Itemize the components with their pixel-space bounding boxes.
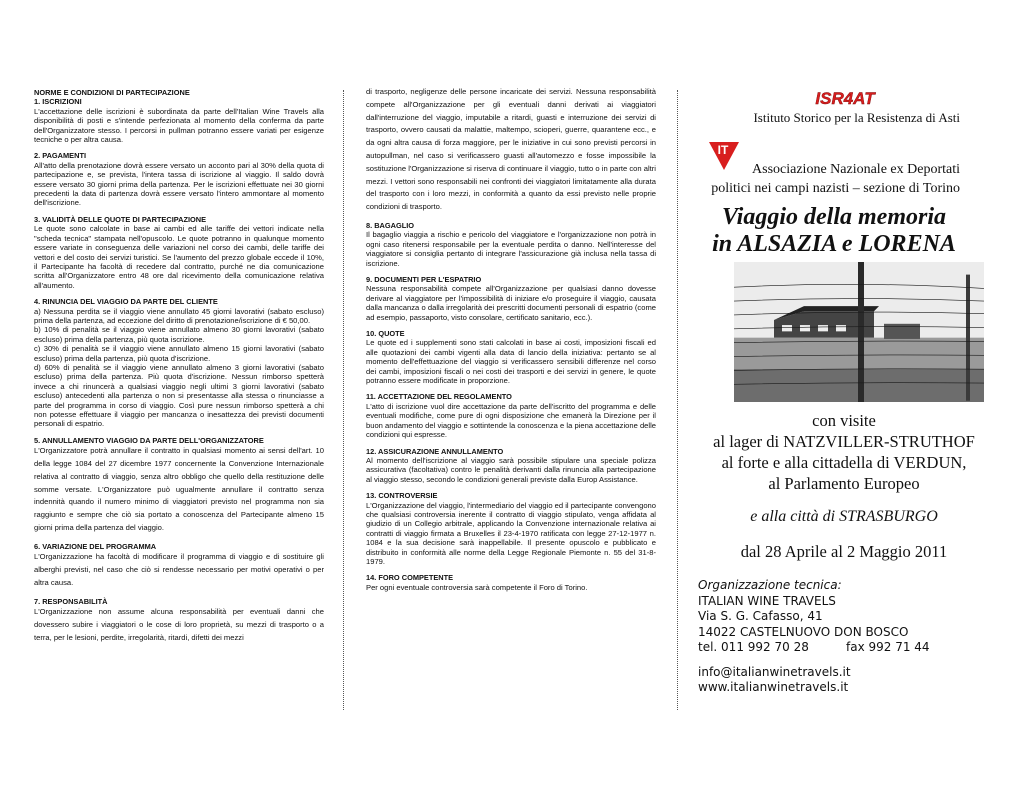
conditions-heading: NORME E CONDIZIONI DI PARTECIPAZIONE	[34, 88, 190, 97]
section-text: L'atto di iscrizione vuol dire accettazione da parte dell'iscritto del programma e delle eventuali modifiche, come pure di ogni disposizione che emanerà la Direzione per il buon andamento del viaggio e sottintende la conoscenza e la piena accettazione delle condizioni qui espresse.	[366, 401, 656, 440]
section-text: L'Organizzazione ha facoltà di modificare il programma di viaggio e di sostituire gli alberghi previsti, nel caso che ciò si rendesse necessario per motivi operativi o per altra causa.	[34, 552, 324, 587]
section-text: L'Organizzazione del viaggio, l'intermediario del viaggio ed il partecipante convengono che qualsiasi controversia inerente il contratto di viaggio stipulato, venga affidata al giudizio di un Collegio arbitrale, applicando la Convenzione internazionale relativa ai contratti di viaggio firmata a Bruxelles il 23-4-1970 ratificata con legge 27-12-1977 n. 1084 e la sua decisione sarà inappellabile. Il presente opuscolo e pubblicato e distribuito in conformità alle norme della Legge Regionale Piemonte n. 55 del 31-8-1979.	[366, 500, 656, 566]
organizer-name: ITALIAN WINE TRAVELS	[698, 593, 836, 608]
section-title: 12. ASSICURAZIONE ANNULLAMENTO	[366, 446, 504, 456]
section-text: L'Organizzatore potrà annullare il contratto in qualsiasi momento ai sensi dell'art. 10 della legge 1084 del 27 dicembre 1977 concernente la Convenzione Internazionale relativa al contratto di viaggio, senza altro obbligo che quello della restituzione delle somme versate. L'Organizzatore può ugualmente annullare il contratto senza indennità quando il numero minimo di viaggiatori previsto nel programma non sia raggiunto e sempre che ciò sia portato a conoscenza del Partecipante almeno 15 giorni prima della partenza del viaggio.	[34, 446, 324, 532]
section-text: di trasporto, negligenze delle persone incaricate dei servizi. Nessuna responsabilità compete all'Organizzazione per gli eventuali danni derivati ai viaggiatori dall'interruzione del viaggio, imputabile a ritardi, guasti e interruzione dei servizi di trasporto, ovvero causati da malattie, maltempo, scioperi, guerre, quarantene ecc., e da ogni altra causa di forza maggiore, per le iniziative in cui sono previsti percorsi in autopullman, nel caso si verificassero guasti all'automezzo e fosse impossibile la sostituzione l'Organizzazione si riserva di continuare il viaggio, tutto o in parte con altri mezzi. I vettori sono responsabili nei confronti dei viaggiatori limitatamente alla durata del trasporto con i loro mezzi, in conformità a quanto da essi previsto nelle proprie condizioni di trasporto.	[366, 87, 656, 212]
organizer-website-link[interactable]: www.italianwinetravels.it	[698, 680, 849, 694]
section-controversie	[366, 491, 656, 566]
section-responsabilita	[34, 597, 324, 645]
section-text: Le quote sono calcolate in base ai cambi ed alle tariffe dei vettori indicate nella "scheda tecnica" stampata nell'opuscolo. Le quote potranno in qualunque momento essere variate in conseguenza delle variazioni nel corso dei cambi, delle tariffe dei vettori e del costo dei servizi turistici. Se l'aumento del prezzo globale eccede il 10%, il Partecipante ha facoltà di recedere dal contratto, purché ne dia comunicazione scritta all'Organizzatore entro 48 ore dal ricevimento della comunicazione relativa all'aumento.	[34, 224, 324, 290]
israt-header	[694, 86, 994, 126]
organizer-email-link[interactable]: info@italianwinetravels.it	[698, 664, 851, 679]
organizer-fax: fax 992 71 44	[846, 640, 930, 654]
section-title: 2. PAGAMENTI	[34, 151, 87, 161]
organizer-phone-row	[698, 640, 988, 656]
section-foro	[366, 573, 656, 592]
section-assicurazione	[366, 447, 656, 485]
section-title: 5. ANNULLAMENTO VIAGGIO DA PARTE DELL'ORGANIZZATORE	[34, 435, 264, 445]
section-text: L'Organizzazione non assume alcuna responsabilità per eventuali danni che dovessero subire i viaggiatori o le cose di loro proprietà, su mezzi di trasporto o a terra, per le lesioni, perdite, irregolarità, ritardi, difetti dei mezzi	[34, 607, 324, 642]
section-title: 1. ISCRIZIONI	[34, 97, 82, 107]
section-title: 9. DOCUMENTI PER L'ESPATRIO	[366, 275, 482, 284]
section-documenti	[366, 275, 656, 322]
visit-parlamento: al Parlamento Europeo	[768, 474, 920, 493]
section-accettazione	[366, 392, 656, 439]
visit-verdun: al forte e alla cittadella di VERDUN,	[721, 453, 967, 472]
section-iscrizioni	[34, 97, 324, 144]
visit-natzviller: al lager di NATZVILLER-STRUTHOF	[713, 432, 975, 451]
section-text: Per ogni eventuale controversia sarà competente il Foro di Torino.	[366, 582, 588, 592]
section-title: 8. BAGAGLIO	[366, 220, 415, 230]
section-pagamenti	[34, 151, 324, 207]
organizer-city: 14022 CASTELNUOVO DON BOSCO	[698, 624, 909, 639]
section-text: Nessuna responsabilità compete all'Organizzazione per qualsiasi danno dovesse derivare al viaggiatore per l'impossibilità di iniziare e/o proseguire il viaggio, causata dalla mancanza o dalla irregolarità dei prescritti documenti personali di espatrio (come ad esempio, passaporto, visto consolare, certificato sanitario, ecc.).	[366, 284, 656, 322]
section-title: 10. QUOTE	[366, 329, 405, 339]
barbed-wire-camp-photo	[734, 262, 984, 402]
it-triangle-logo-icon	[708, 140, 740, 172]
svg-text:ISR4AT: ISR4AT	[815, 89, 875, 108]
organizer-street: Via S. G. Cafasso, 41	[698, 609, 823, 623]
column-divider	[343, 90, 344, 710]
section-continuation	[366, 86, 656, 214]
israt-logo-icon	[810, 88, 880, 108]
conditions-middle-column	[366, 86, 656, 599]
section-text: Il bagaglio viaggia a rischio e pericolo del viaggiatore e l'organizzazione non potrà in ogni caso ritenersi responsabile per la eventuale perdita o danno. Nell'interesse del viaggiatore si consiglia pertanto di integrare l'assicurazione già inclusa nella tassa di iscrizione.	[366, 230, 656, 268]
organizer-phone: tel. 011 992 70 28	[698, 640, 809, 654]
visit-strasburgo: e alla città di STRASBURGO	[750, 508, 938, 525]
anpi-header	[694, 136, 994, 198]
anpi-name-line2: politici nei campi nazisti – sezione di Torino	[711, 181, 960, 196]
section-title: 4. RINUNCIA DEL VIAGGIO DA PARTE DEL CLIENTE	[34, 297, 218, 307]
trip-title	[694, 204, 994, 258]
section-item: c) 30% di penalità se il viaggio viene annullato almeno 15 giorni lavorativi (sabato escluso) prima della partenza, più quota d'iscrizione.	[34, 344, 324, 363]
israt-institute-name: Istituto Storico per la Resistenza di Asti	[753, 110, 960, 125]
column-divider	[677, 90, 678, 710]
conditions-heading-block	[34, 88, 324, 97]
section-variazione-programma	[34, 542, 324, 590]
cover-column	[694, 86, 994, 706]
section-item: d) 60% di penalità se il viaggio viene annullato almeno 3 giorni lavorativi (sabato escluso) prima della partenza. Più quota d'iscrizione. Nessun rimborso spetterà invece a chi rinuncerà a qualsiasi viaggio negli ultimi 3 giorni lavorativi (sabato escluso) antecedenti alla partenza o non si presentasse alla stessa o rinunciasse a parte del programma in corso di viaggio. Così pure nessun rimborso spetterà a chi non potesse effettuare il viaggio per mancanza o inesattezza dei previsti documenti personali di espatrio.	[34, 362, 324, 429]
section-title: 7. RESPONSABILITÀ	[34, 596, 108, 606]
section-rinuncia	[34, 297, 324, 429]
section-validita-quote	[34, 215, 324, 290]
anpi-name-line1: Associazione Nazionale ex Deportati	[752, 162, 960, 177]
trip-title-line2: in ALSAZIA e LORENA	[712, 231, 956, 257]
section-quote	[366, 329, 656, 385]
section-text: Al momento dell'iscrizione al viaggio sarà possibile stipulare una speciale polizza assicurativa (facoltativa) contro le penalità derivanti dalla rinuncia alla partecipazione al viaggio stesso, secondo le condizioni generali previste dalla Europ Assistance.	[366, 455, 656, 484]
conditions-left-column	[34, 88, 324, 651]
visits-block	[694, 410, 994, 562]
section-annullamento-organizzatore	[34, 436, 324, 535]
section-text: All'atto della prenotazione dovrà essere versato un acconto pari al 30% della quota di partecipazione e, se prevista, l'intera tassa di iscrizione al viaggio. Il saldo dovrà essere versato 30 giorni prima della partenza. Per le iscrizioni effettuate nei 30 giorni precedenti la data di partenza dovrà essere versato l'intero ammontare al momento dell'iscrizione.	[34, 160, 324, 208]
section-item: a) Nessuna perdita se il viaggio viene annullato 45 giorni lavorativi (sabato escluso) prima della partenza, ad eccezione del diritto di prenotazione/iscrizione di € 50,00.	[34, 306, 324, 325]
svg-text:IT: IT	[717, 143, 729, 157]
visits-intro: con visite	[812, 411, 876, 430]
section-title: 11. ACCETTAZIONE DEL REGOLAMENTO	[366, 392, 512, 402]
organizer-block	[698, 578, 988, 696]
organizer-header: Organizzazione tecnica:	[698, 578, 842, 592]
section-text: L'accettazione delle iscrizioni è subordinata da parte dell'Italian Wine Travels alla disponibilità di posti e s'intende perfezionata al momento della conferma da parte dell'Organizzatore stesso. I percorsi in pullman potranno essere variati per esigenze tecniche o per altra causa.	[34, 106, 324, 145]
section-bagaglio	[366, 221, 656, 268]
section-title: 3. VALIDITÀ DELLE QUOTE DI PARTECIPAZIONE	[34, 214, 207, 224]
section-title: 13. CONTROVERSIE	[366, 491, 438, 501]
trip-title-line1: Viaggio della memoria	[721, 204, 946, 230]
section-title: 6. VARIAZIONE DEL PROGRAMMA	[34, 541, 157, 551]
section-text: Le quote ed i supplementi sono stati calcolati in base ai costi, imposizioni fiscali ed alle quotazioni dei cambi vigenti alla data di lancio della iniziativa: pertanto se al momento dell'effettuazione del viaggio si verificassero sensibili differenze nel corso dei cambi, imposizioni fiscali o nei costi dei trasporti e dei servizi in genere, le quote potranno essere modificate in proporzione.	[366, 338, 656, 386]
section-item: b) 10% di penalità se il viaggio viene annullato almeno 30 giorni lavorativi (sabato escluso) prima della partenza, più quota iscrizione.	[34, 325, 324, 344]
trip-dates: dal 28 Aprile al 2 Maggio 2011	[740, 542, 948, 561]
section-title: 14. FORO COMPETENTE	[366, 573, 454, 583]
